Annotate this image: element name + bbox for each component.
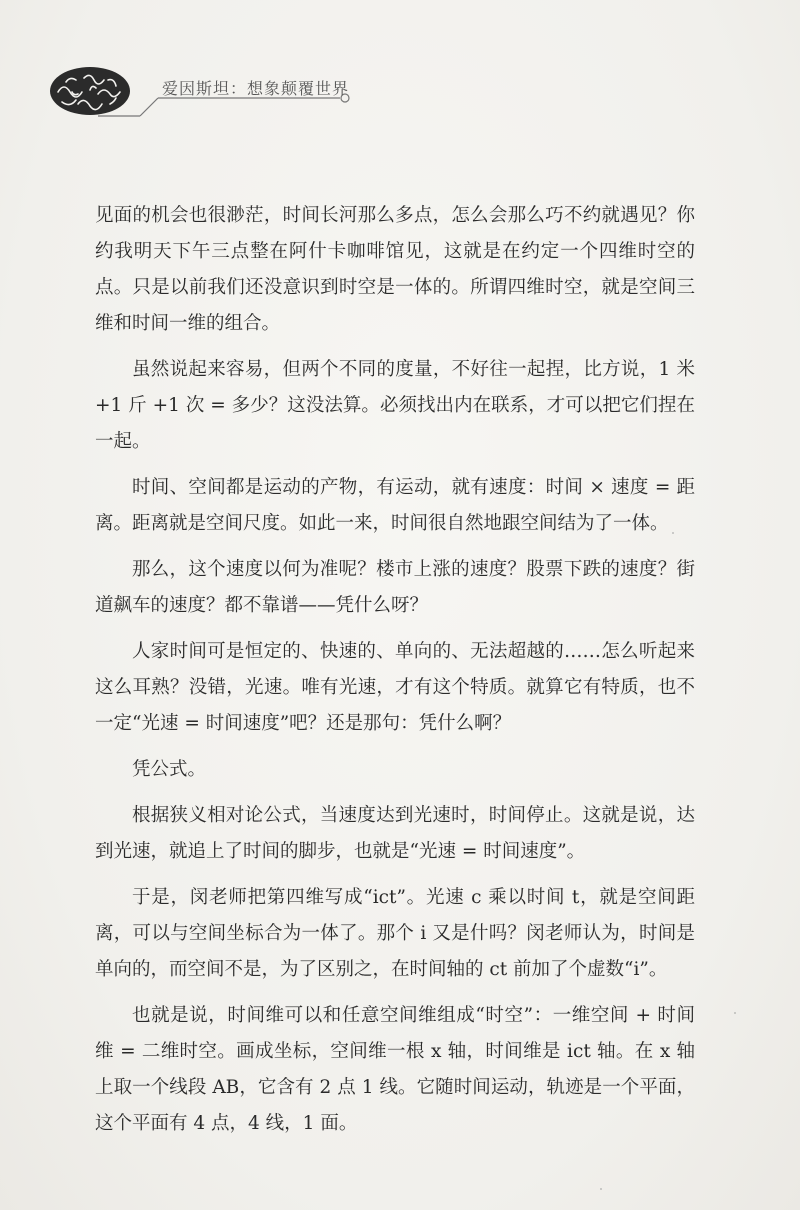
paragraph: 人家时间可是恒定的、快速的、单向的、无法超越的……怎么听起来这么耳熟？没错，光速。唯有光速，才有这个特质。就算它有特质，也不一定“光速 = 时间速度”吧？还是那句：凭什么啊？ bbox=[95, 641, 695, 734]
paragraph: 也就是说，时间维可以和任意空间维组成“时空”：一维空间 + 时间维 = 二维时空。画成坐标，空间维一根 x 轴，时间维是 ict 轴。在 x 轴上取一个线段 AB，它含有 2 点 1 线。它随时间运动，轨迹是一个平面，这个平面有 4 点，4 线，1 面。 bbox=[95, 1005, 695, 1134]
paragraph: 根据狭义相对论公式，当速度达到光速时，时间停止。这就是说，达到光速，就追上了时间的脚步，也就是“光速 = 时间速度”。 bbox=[95, 805, 695, 862]
brain-icon bbox=[48, 64, 132, 118]
paragraph: 时间、空间都是运动的产物，有运动，就有速度：时间 × 速度 = 距离。距离就是空间尺度。如此一来，时间很自然地跟空间结为了一体。 bbox=[95, 477, 695, 534]
paper-speck bbox=[734, 1012, 736, 1014]
paragraph: 虽然说起来容易，但两个不同的度量，不好往一起捏，比方说，1 米 +1 斤 +1 次 = 多少？这没法算。必须找出内在联系，才可以把它们捏在一起。 bbox=[95, 359, 695, 452]
page-header bbox=[40, 58, 370, 128]
body-text bbox=[95, 198, 695, 1152]
paper-speck bbox=[600, 1188, 602, 1190]
paragraph: 见面的机会也很渺茫，时间长河那么多点，怎么会那么巧不约就遇见？你约我明天下午三点整在阿什卡咖啡馆见，这就是在约定一个四维时空的点。只是以前我们还没意识到时空是一体的。所谓四维时空，就是空间三维和时间一维的组合。 bbox=[95, 205, 695, 334]
paragraph: 凭公式。 bbox=[132, 759, 207, 780]
paper-speck bbox=[672, 532, 674, 534]
running-title: 爱因斯坦：想象颠覆世界 bbox=[162, 79, 350, 98]
paragraph: 于是，闵老师把第四维写成“ict”。光速 c 乘以时间 t，就是空间距离，可以与空间坐标合为一体了。那个 i 又是什吗？闵老师认为，时间是单向的，而空间不是，为了区别之，在时间轴的 ct 前加了个虚数“i”。 bbox=[95, 887, 695, 980]
paragraph: 那么，这个速度以何为准呢？楼市上涨的速度？股票下跌的速度？街道飙车的速度？都不靠谱——凭什么呀？ bbox=[95, 559, 695, 616]
